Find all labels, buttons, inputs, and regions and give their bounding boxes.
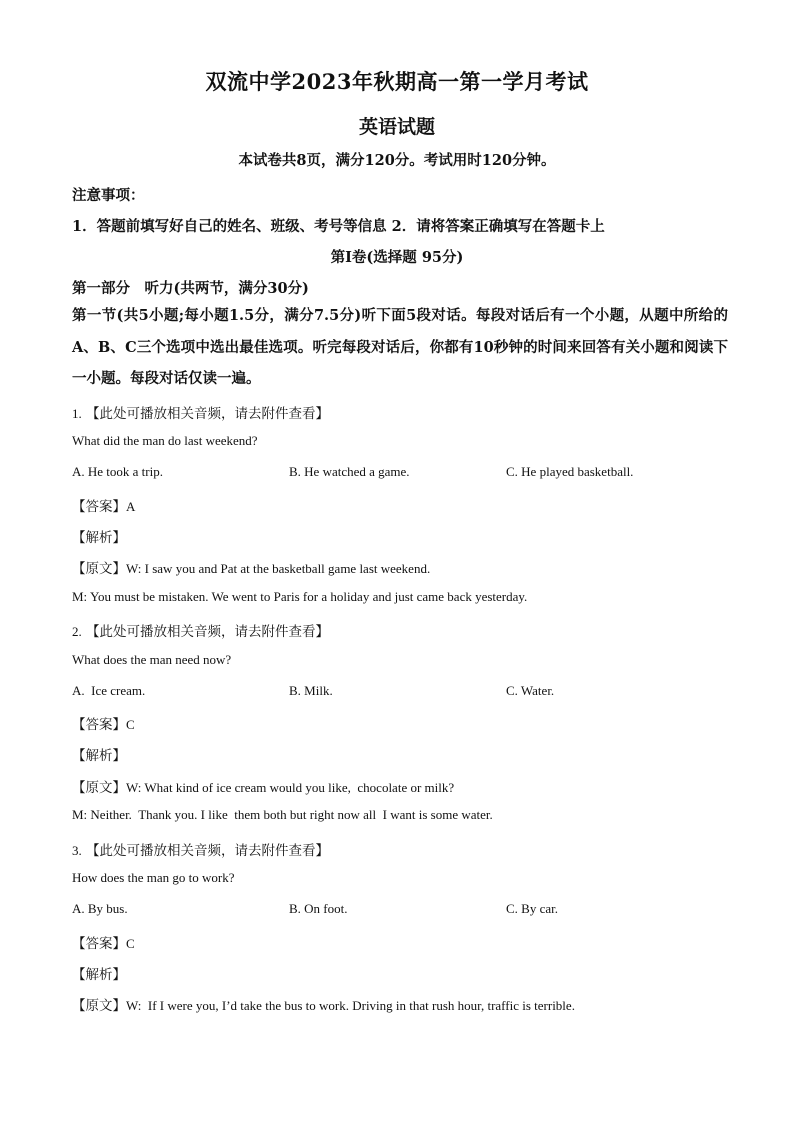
- answer-label: 【答案】: [72, 499, 126, 515]
- answer-value: A: [126, 499, 136, 514]
- exam-info: 本试卷共8页，满分120分。考试用时120分钟。: [238, 152, 556, 169]
- q2-option-c: C. Water.: [506, 683, 555, 698]
- part-title: 第一部分 听力(共两节，满分30分): [72, 280, 309, 297]
- transcript-label: 【原文】: [72, 561, 126, 577]
- audio-note: 【此处可播放相关音频，请去附件查看】: [86, 624, 330, 640]
- transcript-line: W: I saw you and Pat at the basketball game last weekend.: [126, 561, 431, 576]
- q1-answer: [72, 495, 135, 515]
- question-number: 2.: [72, 624, 82, 639]
- audio-note: 【此处可播放相关音频，请去附件查看】: [86, 406, 330, 422]
- subject-title: 英语试题: [358, 116, 435, 138]
- q2-analysis-label: 【解析】: [72, 748, 126, 764]
- q3-transcript-1: [72, 994, 575, 1014]
- transcript-label: 【原文】: [72, 998, 126, 1014]
- q3-answer: [72, 932, 135, 952]
- q2-option-b: B. Milk.: [289, 683, 333, 698]
- q1-transcript-2: M: You must be mistaken. We went to Paris for a holiday and just came back yesterday.: [72, 589, 528, 604]
- q3-option-b: B. On foot.: [289, 901, 348, 916]
- q1-option-a: A. He took a trip.: [72, 464, 163, 479]
- question-number: 1.: [72, 406, 82, 421]
- notice-item: 1．答题前填写好自己的姓名、班级、考号等信息 2．请将答案正确填写在答题卡上: [72, 218, 605, 235]
- q1-analysis-label: 【解析】: [72, 530, 126, 546]
- section-instructions: 第一节(共5小题;每小题1.5分，满分7.5分)听下面5段对话。每段对话后有一个小题，从题中所给的A、B、C三个选项中选出最佳选项。听完每段对话后，你都有10秒钟的时间来回答有关小题和阅读下一小题。每段对话仅读一遍。: [72, 307, 728, 387]
- q3-option-a: A. By bus.: [72, 901, 128, 916]
- q2-transcript-1: [72, 776, 454, 796]
- exam-title: 双流中学2023年秋期高一第一学月考试: [205, 69, 589, 94]
- question-1-text: What did the man do last weekend?: [72, 433, 258, 448]
- notice-heading: 注意事项：: [72, 187, 145, 204]
- q1-option-b: B. He watched a game.: [289, 464, 410, 479]
- question-3-audio: [72, 839, 329, 859]
- transcript-label: 【原文】: [72, 780, 126, 796]
- q3-analysis-label: 【解析】: [72, 967, 126, 983]
- transcript-line: W: What kind of ice cream would you like, chocolate or milk?: [126, 780, 455, 795]
- q3-option-c: C. By car.: [506, 901, 558, 916]
- answer-value: C: [126, 936, 135, 951]
- q2-answer: [72, 713, 135, 733]
- q1-option-c: C. He played basketball.: [506, 464, 634, 479]
- q1-transcript-1: [72, 557, 430, 577]
- question-1-audio: [72, 402, 329, 422]
- audio-note: 【此处可播放相关音频，请去附件查看】: [86, 843, 330, 859]
- volume-title: 第I卷(选择题 95分): [330, 249, 464, 266]
- q2-transcript-2: M: Neither. Thank you. I like them both but right now all I want is some water.: [72, 807, 493, 822]
- transcript-line: W: If I were you, I’d take the bus to work. Driving in that rush hour, traffic is terrible.: [126, 998, 575, 1013]
- answer-value: C: [126, 717, 135, 732]
- question-3-text: How does the man go to work?: [72, 870, 235, 885]
- question-2-audio: [72, 620, 329, 640]
- answer-label: 【答案】: [72, 717, 126, 733]
- question-number: 3.: [72, 843, 82, 858]
- question-2-text: What does the man need now?: [72, 652, 232, 667]
- answer-label: 【答案】: [72, 936, 126, 952]
- q2-option-a: A. Ice cream.: [72, 683, 146, 698]
